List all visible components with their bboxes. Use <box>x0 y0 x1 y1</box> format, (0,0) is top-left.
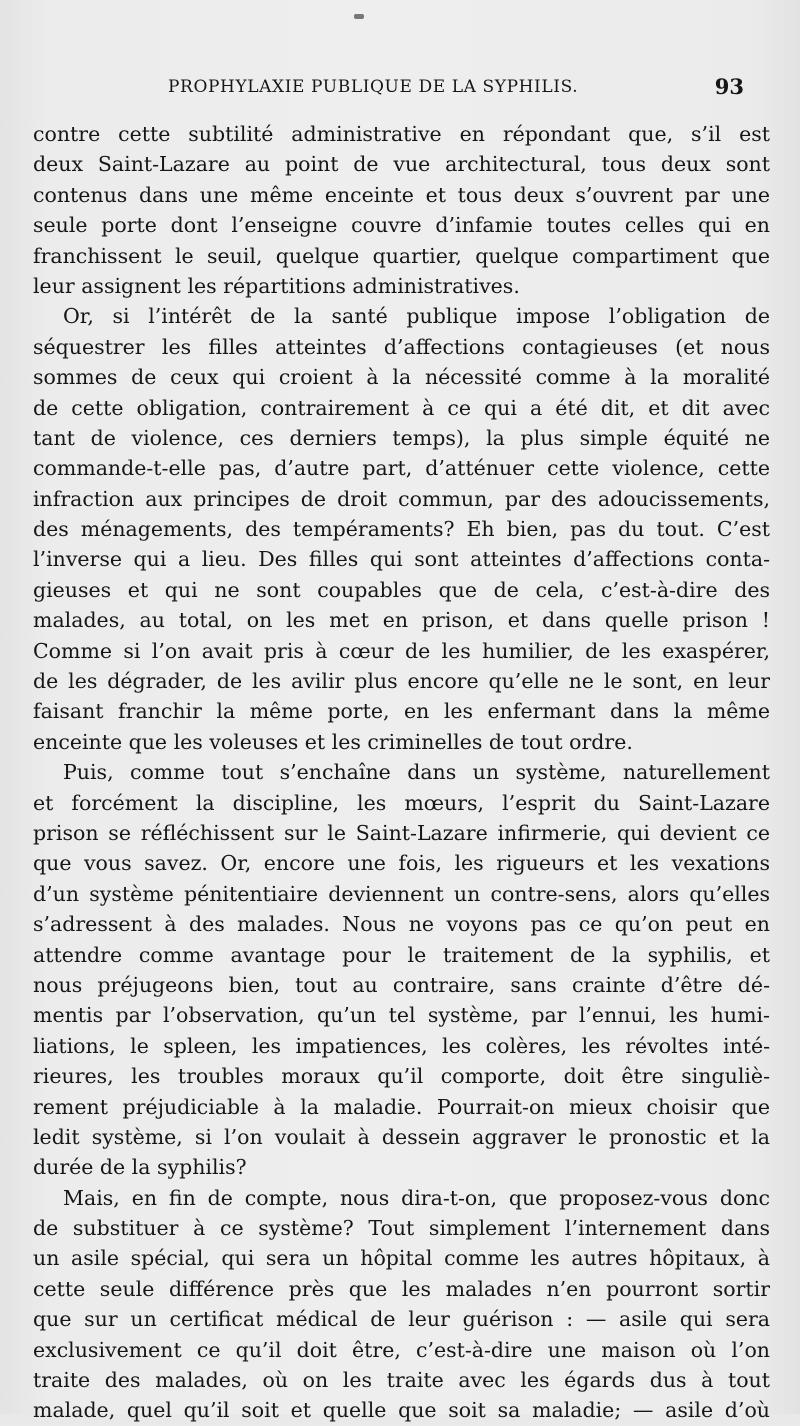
text-line: s’adressent à des malades. Nous ne voyons pas ce qu’on peut en <box>33 912 770 937</box>
text-line: un asile spécial, qui sera un hôpital comme les autres hôpitaux, à <box>33 1246 770 1271</box>
text-line: des ménagements, des tempéraments? Eh bien, pas du tout. C’est <box>33 517 770 542</box>
text-line: attendre comme avantage pour le traitement de la syphilis, et <box>33 942 770 967</box>
text-line: contenus dans une même enceinte et tous deux s’ouvrent par une <box>33 182 770 207</box>
text-line: liations, le spleen, les impatiences, les colères, les révoltes inté- <box>33 1033 770 1058</box>
text-line: Mais, en fin de compte, nous dira-t-on, que proposez-vous donc <box>63 1185 770 1210</box>
text-line: seule porte dont l’enseigne couvre d’infamie toutes celles qui en <box>33 213 770 238</box>
text-line: séquestrer les filles atteintes d’affections contagieuses (et nous <box>33 334 770 359</box>
text-line: rement préjudiciable à la maladie. Pourrait-on mieux choisir que <box>33 1094 770 1119</box>
text-line: que sur un certificat médical de leur guérison : — asile qui sera <box>33 1307 770 1332</box>
text-line: prison se réfléchissent sur le Saint-Lazare infirmerie, qui devient ce <box>33 820 770 845</box>
body-text <box>33 119 770 1426</box>
text-line: malades, au total, on les met en prison, et dans quelle prison ! <box>33 608 770 633</box>
text-line: d’un système pénitentiaire deviennent un contre-sens, alors qu’elles <box>33 881 770 906</box>
text-line: faisant franchir la même porte, en les enfermant dans la même <box>33 699 770 724</box>
text-line: gieuses et qui ne sont coupables que de cela, c’est-à-dire des <box>33 577 770 602</box>
text-line: traite des malades, où on les traite avec les égards dus à tout <box>33 1368 770 1393</box>
running-title: PROPHYLAXIE PUBLIQUE DE LA SYPHILIS. <box>168 77 579 97</box>
text-line: Or, si l’intérêt de la santé publique impose l’obligation de <box>63 304 770 329</box>
page-number: 93 <box>714 74 744 99</box>
text-line: et forcément la discipline, les mœurs, l’esprit du Saint-Lazare <box>33 790 770 815</box>
text-line: commande-t-elle pas, d’autre part, d’atténuer cette violence, cette <box>33 456 770 481</box>
text-line: de substituer à ce système? Tout simplement l’internement dans <box>33 1216 770 1241</box>
text-line: nous préjugeons bien, tout au contraire, sans crainte d’être dé- <box>33 972 770 997</box>
text-line: cette seule différence près que les malades n’en pourront sortir <box>33 1276 770 1301</box>
text-line: sommes de ceux qui croient à la nécessité comme à la moralité <box>33 365 770 390</box>
text-line: rieures, les troubles moraux qu’il comporte, doit être singuliè- <box>33 1064 770 1089</box>
text-line: Comme si l’on avait pris à cœur de les humilier, de les exaspérer, <box>33 638 770 663</box>
text-line: Puis, comme tout s’enchaîne dans un système, naturellement <box>63 760 770 785</box>
text-line: ledit système, si l’on voulait à dessein aggraver le pronostic et la <box>33 1124 770 1149</box>
text-line: exclusivement ce qu’il doit être, c’est-à-dire une maison où l’on <box>33 1337 770 1362</box>
text-line: malade, quel qu’il soit et quelle que soit sa maladie; — asile d’où <box>33 1398 770 1423</box>
text-line: durée de la syphilis? <box>33 1155 247 1180</box>
text-line: contre cette subtilité administrative en répondant que, s’il est <box>33 122 770 146</box>
text-line: deux Saint-Lazare au point de vue architectural, tous deux sont <box>33 152 770 177</box>
text-line: enceinte que les voleuses et les criminelles de tout ordre. <box>33 729 633 754</box>
text-line: leur assignent les répartitions administratives. <box>33 273 520 298</box>
text-line: infraction aux principes de droit commun, par des adoucissements, <box>33 486 770 511</box>
text-line: que vous savez. Or, encore une fois, les rigueurs et les vexations <box>33 851 770 876</box>
text-line: de les dégrader, de les avilir plus encore qu’elle ne le sont, en leur <box>33 669 770 694</box>
text-line: de cette obligation, contrairement à ce qui a été dit, et dit avec <box>33 395 770 420</box>
text-line: mentis par l’observation, qu’un tel système, par l’ennui, les humi- <box>33 1003 770 1028</box>
text-line: franchissent le seuil, quelque quartier, quelque compartiment que <box>33 243 770 268</box>
text-line: l’inverse qui a lieu. Des filles qui sont atteintes d’affections conta- <box>33 547 770 572</box>
printer-mark <box>354 14 364 19</box>
text-line: tant de violence, ces derniers temps), la plus simple équité ne <box>33 425 770 450</box>
